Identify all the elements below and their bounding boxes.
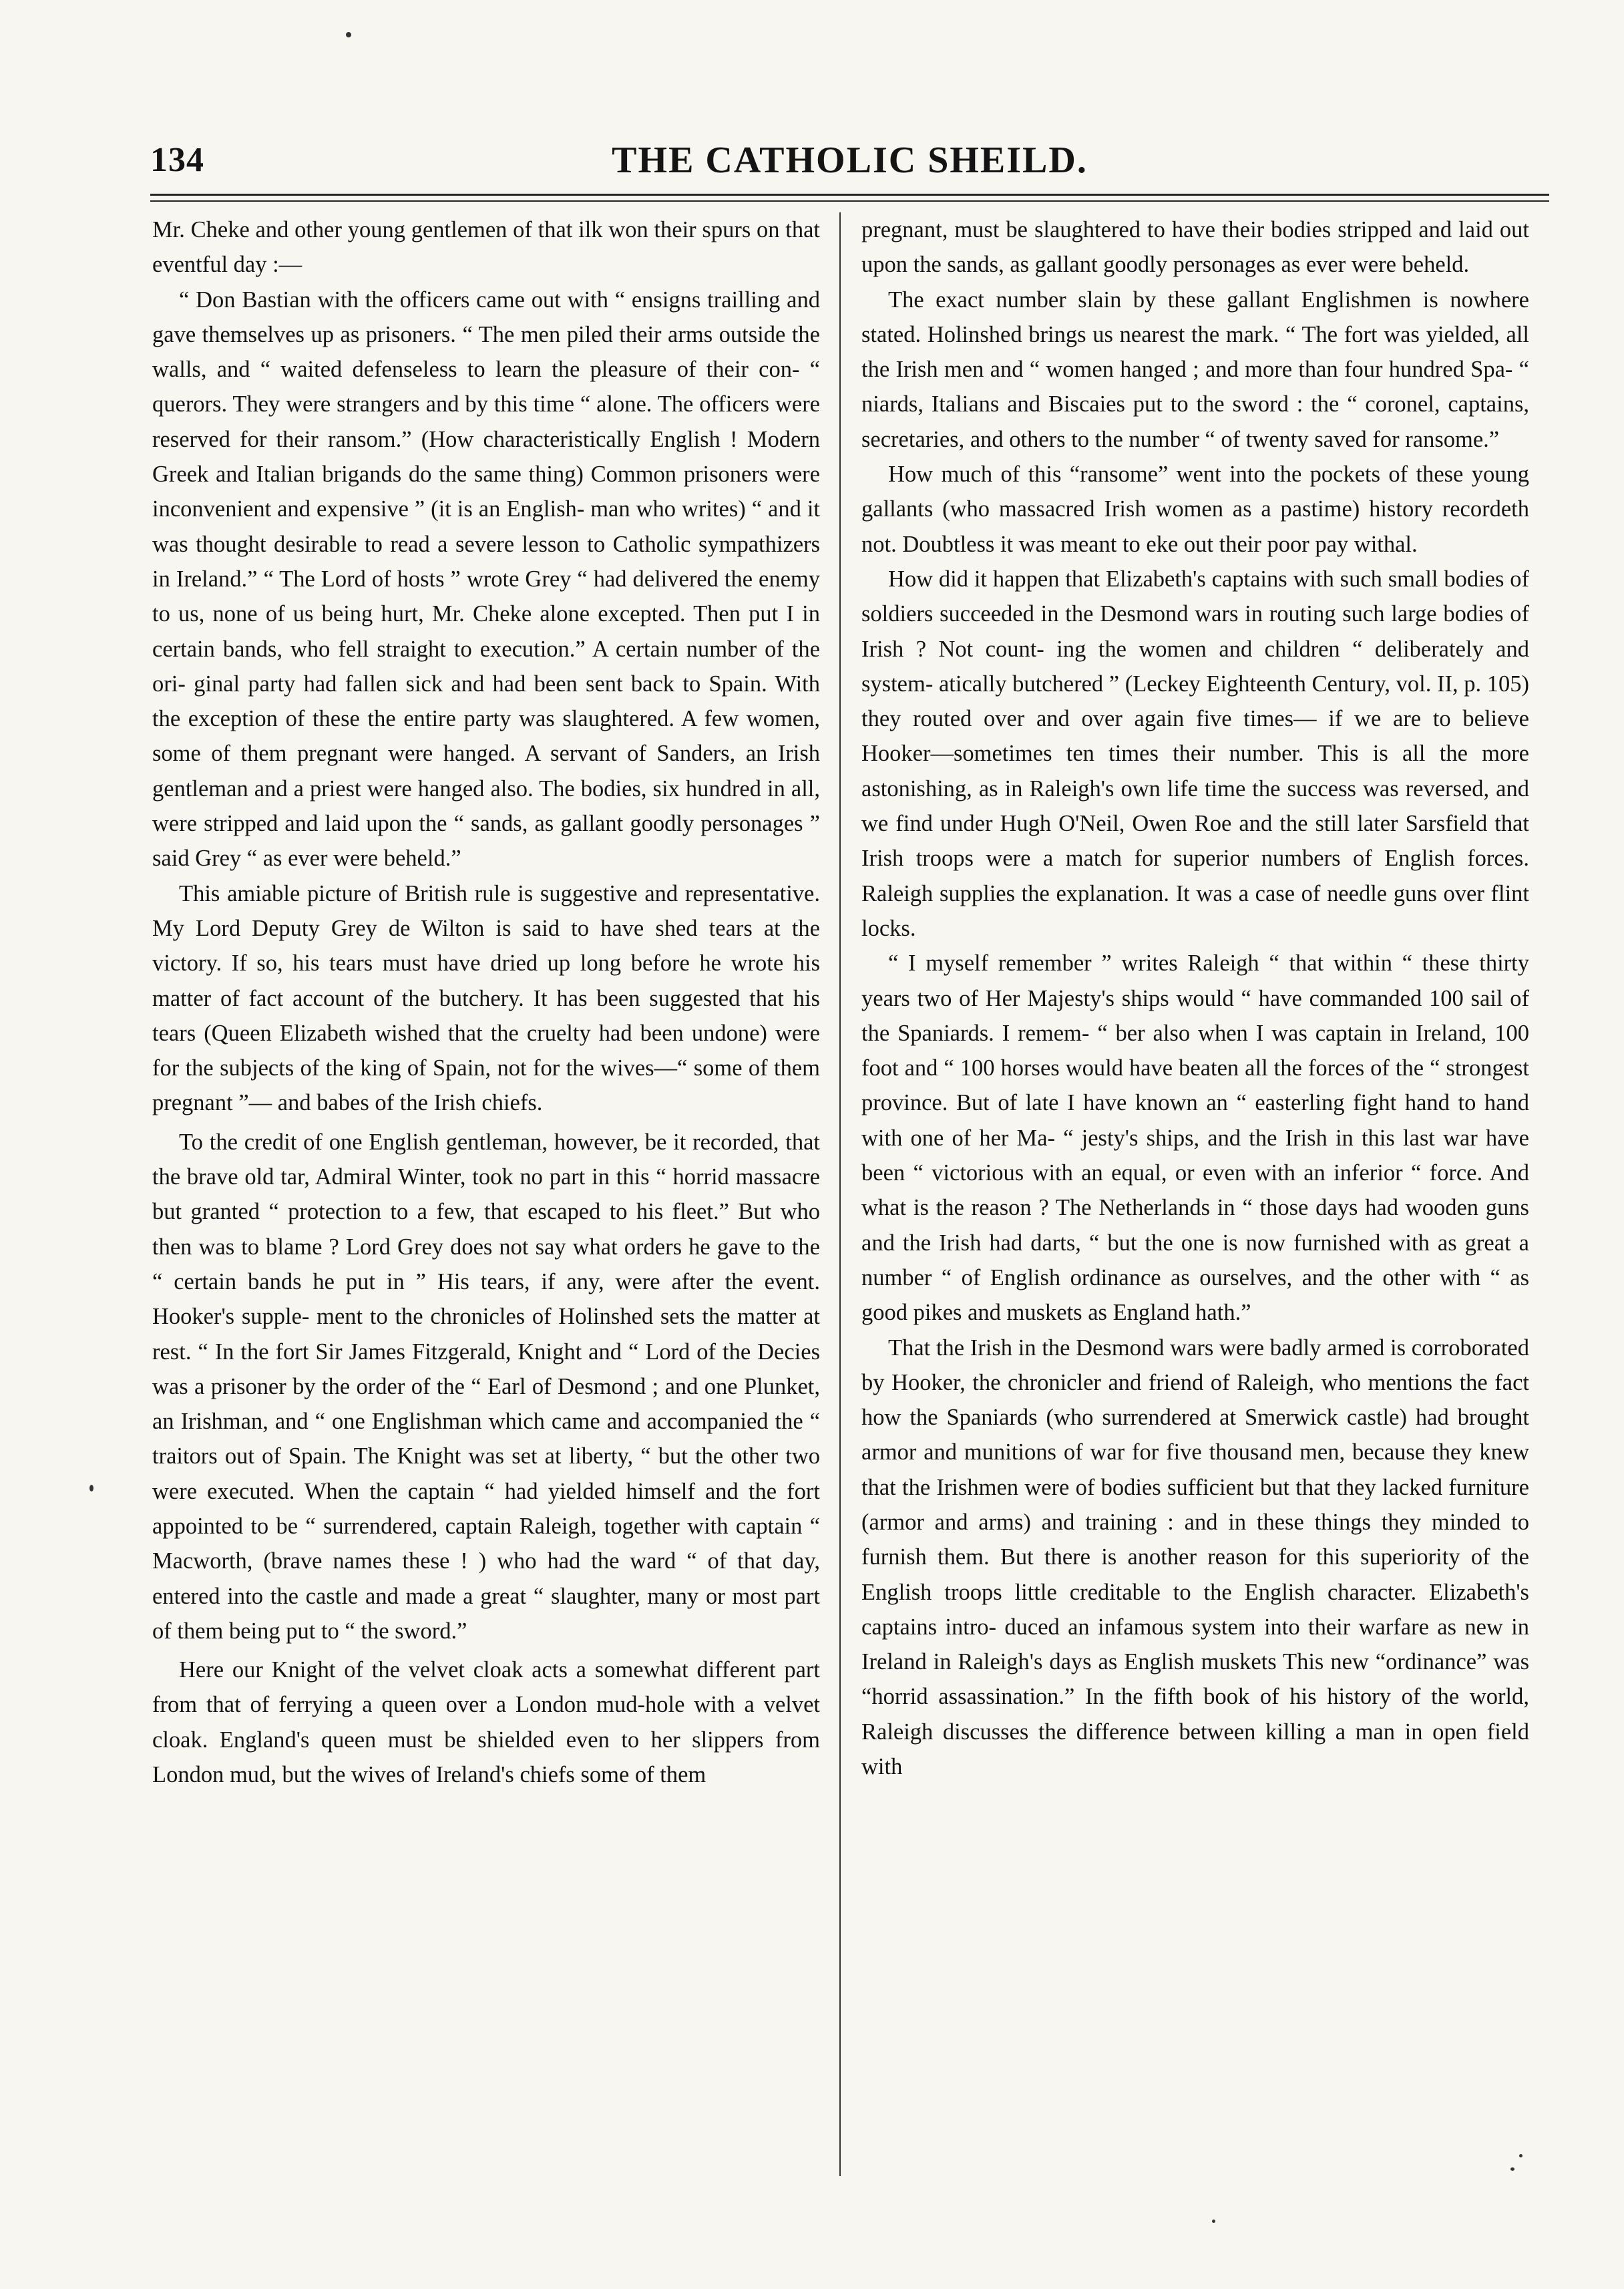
header-rule xyxy=(150,194,1549,196)
right-column xyxy=(861,212,1529,2223)
paragraph: The exact number slain by these gallant Englishmen is nowhere stated. Holinshed brings us nearest the mark. “ The fort was yielded, all the Irish men and “ women hanged ; and more than four hundred Spa- “ niards, Italians and Biscaies put to the sword : the “ coronel, captains, secretaries, and others to the number “ of twenty saved for ransome.” xyxy=(861,287,1529,452)
column-divider xyxy=(839,212,841,2176)
running-title: THE CATHOLIC SHEILD. xyxy=(612,140,1088,181)
paragraph: To the credit of one English gentleman, however, be it recorded, that the brave old tar, Admiral Winter, took no part in this “ horrid massacre but granted “ protection to a few, that escaped to his fleet.” But who then was to blame ? Lord Grey does not say what orders he gave to the “ certain bands he put in ” His tears, if any, were after the event. Hooker's supple- ment to the chronicles of Holinshed sets the matter at rest. “ In the fort Sir James Fitzgerald, Knight and “ Lord of the Decies was a prisoner by the order of the “ Earl of Desmond ; and one Plunket, an Irishman, and “ one Englishman which came and accompanied the “ traitors out of Spain. The Knight was set at liberty, “ but the other two were executed. When the captain “ had yielded himself and the fort appointed to be “ surrendered, captain Raleigh, together with captain “ Macworth, (brave names these ! ) who had the ward “ of that day, entered into the castle and made a great “ slaughter, many or most part of them being put to “ the sword.” xyxy=(152,1129,820,1644)
paragraph: “ I myself remember ” writes Raleigh “ that within “ these thirty years two of Her Majesty's ships would “ have commanded 100 sail of the Spaniards. I remem- “ ber also when I was captain in Ireland, 100 foot and “ 100 horses would have beaten all the forces of the “ strongest province. But of late I have known an “ easterling fight hand to hand with one of her Ma- “ jesty's ships, and the Irish in this last war have been “ victorious with an equal, or even with an inferior “ force. And what is the reason ? The Netherlands in “ those days had wooden guns and the Irish had darts, “ but the one is now furnished with as great a number “ of English ordinance as ourselves, and the other with “ as good pikes and muskets as England hath.” xyxy=(861,950,1529,1326)
left-column xyxy=(152,212,820,2223)
paragraph: “ Don Bastian with the officers came out with “ ensigns trailling and gave themselves up as prisoners. “ The men piled their arms outside the walls, and “ waited defenseless to learn the pleasure of their con- “ querors. They were strangers and by this time “ alone. The officers were reserved for their ransom.” (How characteristically English ! Modern Greek and Italian brigands do the same thing) Common prisoners were inconvenient and expensive ” (it is an English- man who writes) “ and it was thought desirable to read a severe lesson to Catholic sympathizers in Ireland.” “ The Lord of hosts ” wrote Grey “ had delivered the enemy to us, none of us being hurt, Mr. Cheke alone excepted. Then put I in certain bands, who fell straight to execution.” A certain number of the ori- ginal party had fallen sick and had been sent back to Spain. With the exception of these the entire party was slaughtered. A few women, some of them pregnant were hanged. A servant of Sanders, an Irish gentleman and a priest were hanged also. The bodies, six hundred in all, were stripped and laid upon the “ sands, as gallant goodly personages ” said Grey “ as ever were beheld.” xyxy=(152,287,820,872)
scan-speck xyxy=(346,32,351,37)
page-header xyxy=(150,134,1549,187)
paragraph: Here our Knight of the velvet cloak acts a somewhat different part from that of ferrying a queen over a London mud-hole with a velvet cloak. England's queen must be shielded even to her slippers from London mud, but the wives of Ireland's chiefs some of them xyxy=(152,1657,820,1788)
paragraph: Mr. Cheke and other young gentlemen of that ilk won their spurs on that eventful day :— xyxy=(152,217,820,278)
paragraph: How did it happen that Elizabeth's captains with such small bodies of soldiers succeeded in the Desmond wars in routing such large bodies of Irish ? Not count- ing the women and children “ deliberately and system- atically butchered ” (Leckey Eighteenth Century, vol. II, p. 105) they routed over and over again five times— if we are to believe Hooker—sometimes ten times their number. This is all the more astonishing, as in Raleigh's own life time the success was reversed, and we find under Hugh O'Neil, Owen Roe and the still later Sarsfield that Irish troops were a match for superior numbers of English forces. Raleigh supplies the explanation. It was a case of needle guns over flint locks. xyxy=(861,566,1529,941)
paragraph: That the Irish in the Desmond wars were badly armed is corroborated by Hooker, the chronicler and friend of Raleigh, who mentions the fact how the Spaniards (who surrendered at Smerwick castle) had brought armor and munitions of war for five thousand men, because they knew that the Irishmen were of bodies sufficient but that they lacked furniture (armor and arms) and training : and in these things they minded to furnish them. But there is another reason for this superiority of the English troops little creditable to the English character. Elizabeth's captains intro- duced an infamous system into their warfare as new in Ireland in Raleigh's days as English muskets This new “ordinance” was “horrid assassination.” In the fifth book of his history of the world, Raleigh discusses the difference between killing a man in open field with xyxy=(861,1335,1529,1780)
paragraph: This amiable picture of British rule is suggestive and representative. My Lord Deputy Grey de Wilton is said to have shed tears at the victory. If so, his tears must have dried up long before he wrote his matter of fact account of the butchery. It has been suggested that his tears (Queen Elizabeth wished that the cruelty had been undone) were for the subjects of the king of Spain, not for the wives—“ some of them pregnant ”— and babes of the Irish chiefs. xyxy=(152,880,820,1116)
header-rule-thin xyxy=(150,200,1549,202)
paragraph: pregnant, must be slaughtered to have their bodies stripped and laid out upon the sands, as gallant goodly personages as ever were beheld. xyxy=(861,217,1529,278)
scan-speck xyxy=(89,1485,93,1491)
paragraph: How much of this “ransome” went into the pockets of these young gallants (who massacred Irish women as a pastime) history recordeth not. Doubtless it was meant to eke out their poor pay withal. xyxy=(861,462,1529,557)
scan-speck xyxy=(1519,2154,1522,2157)
scan-speck xyxy=(1510,2167,1514,2171)
scan-speck xyxy=(1212,2220,1215,2223)
page-number: 134 xyxy=(150,141,204,179)
